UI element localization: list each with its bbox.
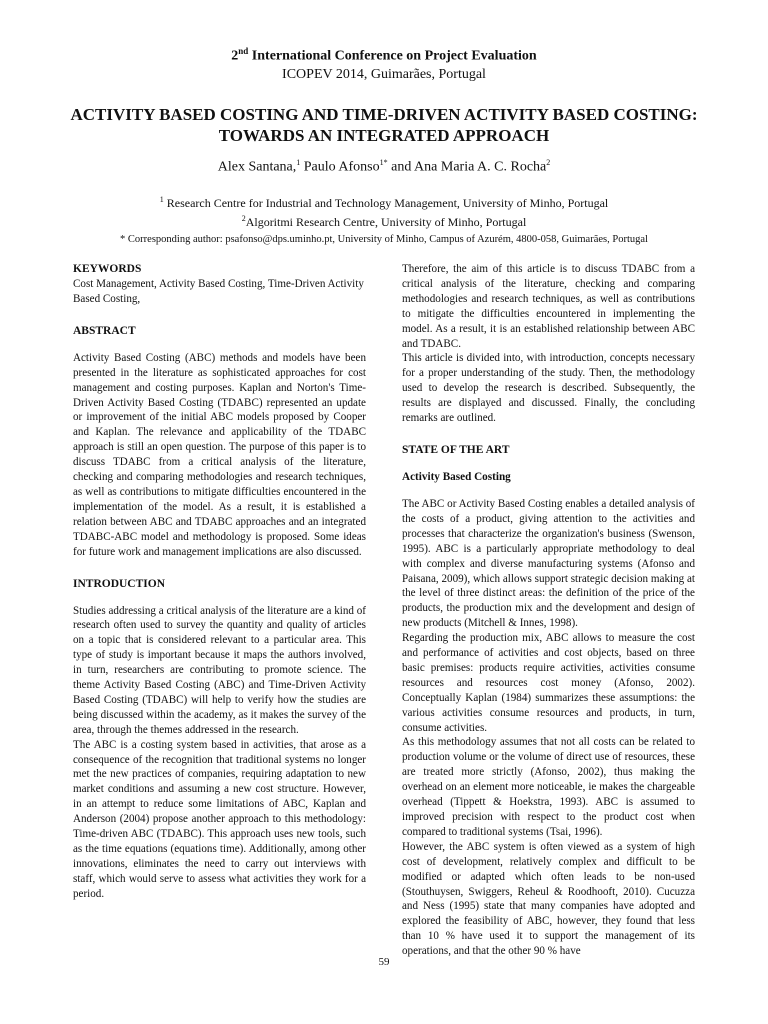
introduction-heading: INTRODUCTION: [73, 577, 166, 590]
introduction-paragraph-2: The ABC is a costing system based in activities, that arose as a consequence of the recognition that traditional systems no longer met the new practices of companies, requiring adaptation to new market conditions and assuming a new cost structure. However, in an attempt to reduce some limitations of ABC, Kaplan and Anderson (2004) propose another approach to this methodology: Time-driven ABC (TDABC). This approach uses new tools, such as the time equations (equations time). Additionally, among other innovations, eliminates the need to carry out interviews with staff, which would serve to assess what activities they work for a period.: [73, 738, 366, 900]
author-list: Alex Santana,$^1$ Paulo Afonso$^{1*}$ and Ana Maria A. C. Rocha$^2$: [217, 158, 551, 175]
structure-paragraph: This article is divided into, with introduction, concepts necessary for a proper understanding of the study. Then, the methodology used to develop the research is described. Subsequently, the results are displayed and discussed. Finally, the concluding remarks are outlined.: [402, 352, 695, 425]
page-number: 59: [378, 956, 390, 968]
conference-header: [0, 42, 768, 83]
abc-paragraph-1: The ABC or Activity Based Costing enables a detailed analysis of the costs of a product, giving attention to the activities and processes that characterize the organization's business (Swenson, 1995). ABC is a particularly appropriate methodology to deal with complex and diverse manufacturing systems (Afonso and Paisana, 2009), which allows support strategic decision making at the level of three distinct areas: the definition of the price of the products, the production mix and the development and design of new products (Mitchell & Innes, 1998).: [402, 497, 695, 630]
aim-paragraph: Therefore, the aim of this article is to discuss TDABC from a critical analysis of the literature, checking and comparing methodologies and research techniques, as well as contributions to mitigate the difficulties encountered in implementing the model. As a result, it is an established relationship between ABC and TDABC.: [402, 263, 695, 350]
keywords-heading: KEYWORDS: [73, 263, 142, 275]
right-column: [402, 262, 695, 959]
introduction-paragraph-1: Studies addressing a critical analysis of the literature are a kind of research often used to survey the quantity and quality of articles on a topic that is considered relevant to a particular area. This type of study is important because it maps the authors involved, in turn, researchers are contributing to promote science. The theme Activity Based Costing (ABC) and Time-Driven Activity Based Costing (TDABC) will help to verify how the studies are being discussed within the academy, as it makes the survey of the area, through the themes addressed in the research.: [73, 604, 366, 736]
abstract-text: Activity Based Costing (ABC) methods and models have been presented in the literature as sophisticated approaches for cost management and costing purposes. Kaplan and Norton's Time-Driven Activity Based Costing (TDABC) represented an update or improvement of the initial ABC models proposed by Cooper and Kaplan. The relevance and applicability of the TDABC approach is still an open question. The purpose of this paper is to discuss TDABC from a critical analysis of the literature, checking and comparing methodologies and research techniques, as well as contributions to mitigate difficulties encountered in the implementation of the model. As a result, it is established a relation between ABC and TDABC approaches and an integrated TDABC-ABC model and methodology is proposed. Some ideas for future work and management implications are also discussed.: [73, 351, 366, 558]
state-of-art-heading: STATE OF THE ART: [402, 443, 510, 456]
abc-paragraph-3: As this methodology assumes that not all costs can be related to production volume or the volume of direct use of resources, these are treated more strictly (Afonso, 2002), thus making the overhead on an element more noticeable, ie makes the chargeable overhead (Tippett & Hoekstra, 1993). ABC is assumed to improved precision with respect to the product cost when compared to traditional systems (Tsai, 1996).: [402, 736, 695, 838]
corresponding-author: * Corresponding author: psafonso@dps.uminho.pt, University of Minho, Campus of Azurém, 4800-058, Guimarães, Portugal: [120, 234, 648, 245]
affiliation-1: $^1$ Research Centre for Industrial and Technology Management, University of Minho, Portugal: [159, 195, 609, 210]
keywords-text: Cost Management, Activity Based Costing, Time-Driven Activity Based Costing,: [73, 278, 364, 305]
abstract-heading: ABSTRACT: [73, 324, 136, 337]
affiliation-2: $^2$Algoritmi Research Centre, University of Minho, Portugal: [241, 214, 527, 229]
conference-title: 2nd International Conference on Project Evaluation: [231, 46, 537, 64]
paper-title: ACTIVITY BASED COSTING AND TIME-DRIVEN ACTIVITY BASED COSTING: TOWARDS AN INTEGRATED APPROACH: [70, 105, 698, 145]
abc-paragraph-2: Regarding the production mix, ABC allows to measure the cost and performance of activities and cost objects, based on three basic premises: products require activities, activities consume resources and resources cost money (Afonso, 2002). Conceptually Kaplan (1984) summarizes these assumptions: the various activities consume resources and products, in turn, consume activities.: [402, 632, 695, 734]
abc-subheading: Activity Based Costing: [402, 470, 511, 483]
affiliations: [0, 192, 768, 230]
conference-venue: ICOPEV 2014, Guimarães, Portugal: [282, 66, 486, 82]
abc-paragraph-4: However, the ABC system is often viewed as a system of high cost of development, relatively complex and difficult to be modified or adapted which often leads to be non-used (Stouthuysen, Swiggers, Reheul & Roodhooft, 2010). Cucuzza and Ness (1995) state that many companies have adopted and explored the feasibility of ABC, however, they found that less than 10 % have used it to support the management of its operations, and that the other 90 % have: [402, 840, 695, 958]
left-column: [73, 262, 366, 902]
